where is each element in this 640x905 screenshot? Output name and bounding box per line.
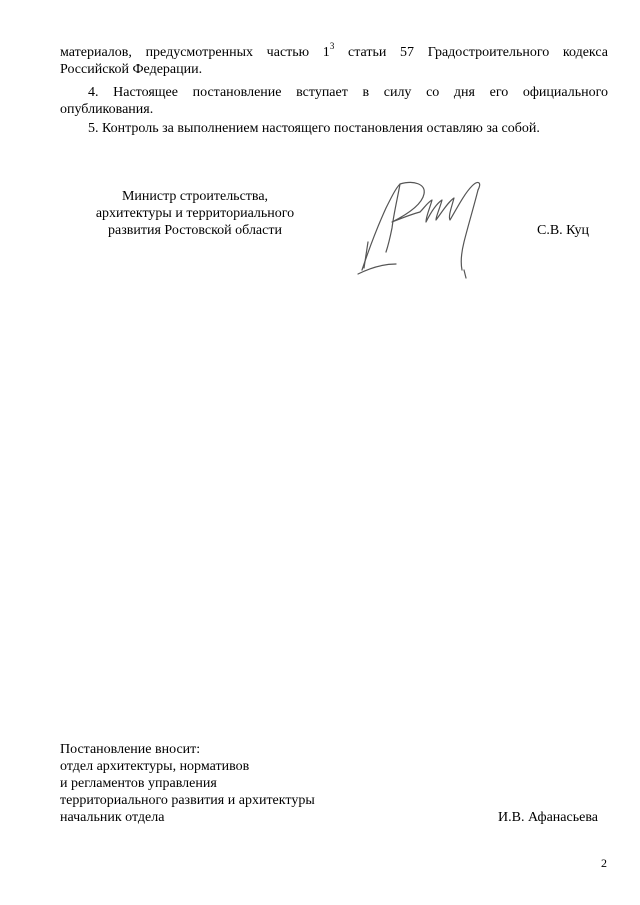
submitted-by-line-2: отдел архитектуры, нормативов [60,759,250,774]
item-4-line-1: 4. Настоящее постановление вступает в силу со дня его официального [88,85,608,100]
body-line-1: материалов, предусмотренных частью $1^3$ статьи 57 Градостроительного кодекса [60,41,608,60]
submitted-by-name: И.В. Афанасьева [498,810,598,825]
item-4-line-2: опубликования. [60,102,154,117]
page-number: 2 [601,856,607,870]
handwritten-signature [340,172,510,282]
signatory-position-line-2: архитектуры и территориального [95,206,295,221]
submitted-by-line-5: начальник отдела [60,810,165,825]
signatory-position-line-1: Министр строительства, [121,189,269,204]
body-line-2: Российской Федерации. [60,62,203,77]
submitted-by-line-3: и регламентов управления [60,776,217,791]
signatory-name: С.В. Куц [537,223,589,238]
submitted-by-line-1: Постановление вносит: [60,742,201,757]
submitted-by-line-4: территориального развития и архитектуры [60,793,315,808]
item-5: 5. Контроль за выполнением настоящего постановления оставляю за собой. [88,121,540,136]
signatory-position-line-3: развития Ростовской области [108,223,282,238]
